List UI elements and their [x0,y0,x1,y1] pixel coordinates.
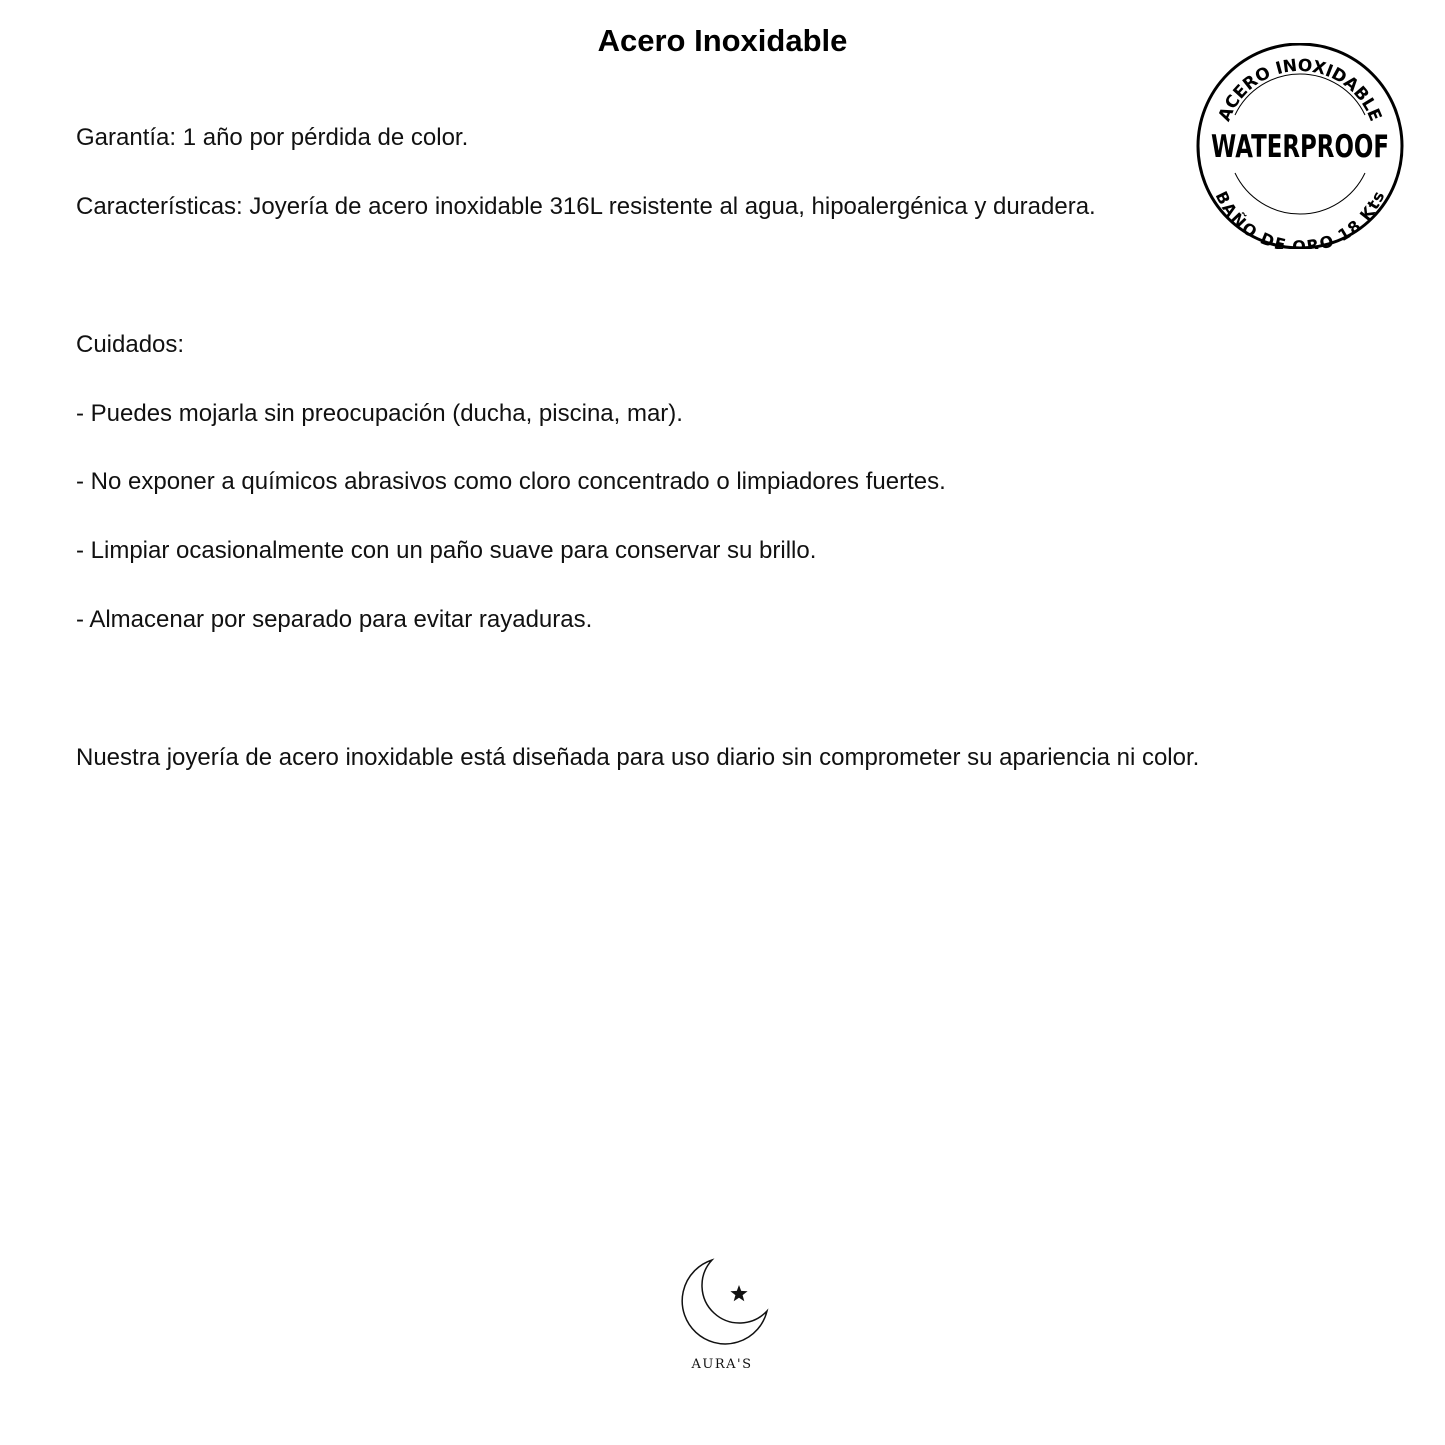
crescent-moon-icon [682,1260,767,1344]
warranty-text: Garantía: 1 año por pérdida de color. [76,124,469,151]
care-heading: Cuidados: [76,331,185,358]
care-item: - No exponer a químicos abrasivos como cloro concentrado o limpiadores fuertes. [76,468,946,495]
care-item: - Limpiar ocasionalmente con un paño suave para conservar su brillo. [76,537,817,564]
seal-inner-arc-bottom [1235,173,1365,214]
features-text: Características: Joyería de acero inoxidable 316L resistente al agua, hipoalergénica y duradera. [76,193,1096,220]
waterproof-seal [1193,43,1407,249]
page-title: Acero Inoxidable [597,23,848,58]
closing-text: Nuestra joyería de acero inoxidable está diseñada para uso diario sin comprometer su apariencia ni color. [76,744,1200,771]
care-item: - Almacenar por separado para evitar rayaduras. [76,606,593,633]
star-icon [730,1285,747,1301]
seal-top-text: ACERO INOXIDABLE [1214,55,1386,125]
seal-bottom-text: BAÑO DE ORO 18 Kts [1211,188,1389,249]
brand-logo [672,1255,772,1375]
seal-center-text: WATERPROOF [1211,129,1389,165]
brand-name: AURA'S [691,1357,753,1372]
care-item: - Puedes mojarla sin preocupación (ducha, piscina, mar). [76,400,683,427]
seal-graphic [1193,43,1407,249]
